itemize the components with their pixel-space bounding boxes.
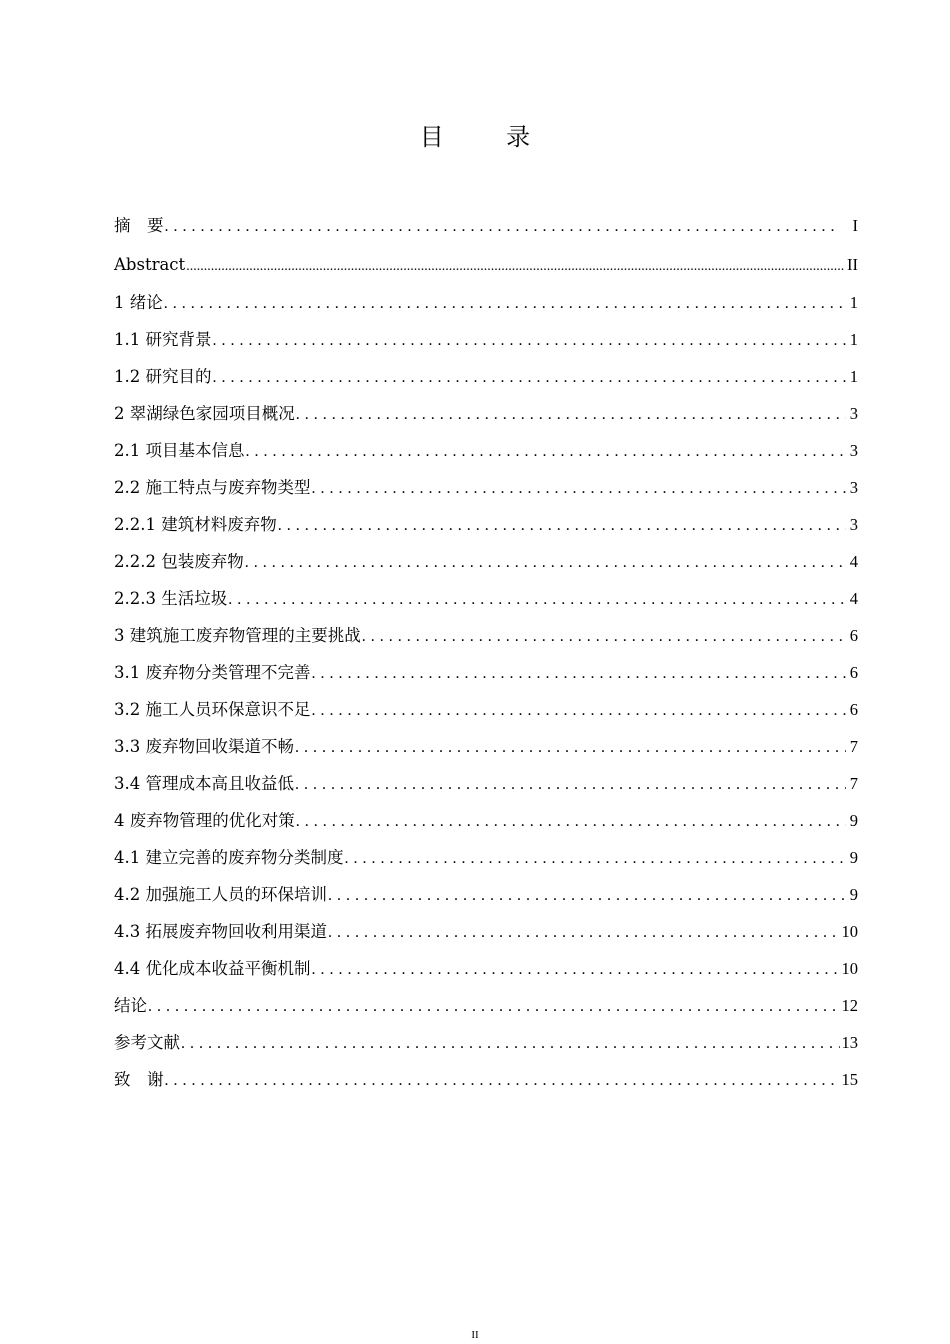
toc-leader-dots [213, 330, 847, 351]
toc-entry-page: 9 [849, 848, 858, 867]
toc-leader-dots [296, 404, 846, 425]
toc-entry-references[interactable] [114, 1033, 858, 1054]
toc-entry-label: 3 建筑施工废弃物管理的主要挑战 [114, 626, 361, 645]
toc-leader-dots [296, 811, 846, 832]
toc-entry-2-2-1[interactable] [114, 515, 858, 536]
toc-entry-page: 7 [849, 774, 858, 793]
toc-entry-label: 1.2 研究目的 [114, 367, 212, 386]
toc-entry-page: 1 [849, 367, 858, 386]
toc-entry-page: 6 [849, 700, 858, 719]
toc-entry-page: 15 [841, 1070, 858, 1089]
toc-entry-label: 3.3 废弃物回收渠道不畅 [114, 737, 294, 756]
toc-entry-page: 1 [849, 330, 858, 349]
toc-entry-page: I [852, 216, 858, 235]
toc-leader-dots [362, 626, 846, 647]
toc-entry-4-1[interactable] [114, 848, 858, 869]
toc-entry-1-1[interactable] [114, 330, 858, 351]
toc-entry-label: 4.3 拓展废弃物回收利用渠道 [114, 922, 327, 941]
toc-entry-label: 2.1 项目基本信息 [114, 441, 245, 460]
toc-leader-dots [278, 515, 846, 536]
toc-entry-page: 4 [849, 552, 858, 571]
toc-leader-dots [148, 996, 840, 1017]
toc-entry-label: 4.1 建立完善的废弃物分类制度 [114, 848, 344, 867]
toc-entry-3-2[interactable] [114, 700, 858, 721]
toc-entry-chapter-3[interactable] [114, 626, 858, 647]
toc-leader-dots [312, 663, 847, 684]
page-title: 目 录 [419, 123, 550, 151]
toc-entry-label: 3.1 废弃物分类管理不完善 [114, 663, 311, 682]
toc-entry-label: 4 废弃物管理的优化对策 [114, 811, 295, 830]
toc-entry-4-2[interactable] [114, 885, 858, 906]
toc-entry-page: 7 [849, 737, 858, 756]
toc-leader-dots [345, 848, 847, 869]
toc-leader-dots [312, 478, 847, 499]
toc-entry-chapter-2[interactable] [114, 404, 858, 425]
toc-leader-dots [186, 255, 845, 277]
toc-entry-label: 结论 [114, 996, 147, 1015]
toc-entry-page: 6 [849, 663, 858, 682]
toc-entry-4-3[interactable] [114, 922, 858, 943]
toc-entry-page: 9 [849, 811, 858, 830]
toc-leader-dots [245, 552, 846, 573]
toc-entry-3-1[interactable] [114, 663, 858, 684]
toc-entry-abstract-en[interactable] [114, 255, 858, 277]
toc-entry-chapter-1[interactable] [114, 293, 858, 314]
toc-entry-2-2-3[interactable] [114, 589, 858, 610]
toc-entry-3-4[interactable] [114, 774, 858, 795]
toc-entry-1-2[interactable] [114, 367, 858, 388]
toc-leader-dots [328, 922, 840, 943]
toc-entry-acknowledgements[interactable] [114, 1070, 858, 1091]
toc-leader-dots [295, 737, 846, 758]
toc-entry-label: 1 绪论 [114, 293, 163, 312]
toc-entry-2-2[interactable] [114, 478, 858, 499]
toc-entry-label: Abstract [114, 255, 186, 274]
toc-leader-dots [312, 700, 847, 721]
toc-entry-chapter-4[interactable] [114, 811, 858, 832]
toc-entry-label: 2.2.1 建筑材料废弃物 [114, 515, 277, 534]
toc-entry-page: 9 [849, 885, 858, 904]
toc-leader-dots [312, 959, 840, 980]
toc-entry-label: 2.2.2 包装废弃物 [114, 552, 244, 571]
toc-entry-label: 摘 要 [114, 216, 164, 235]
toc-entry-page: II [847, 255, 858, 274]
page-number-footer: II [471, 1329, 479, 1341]
toc-entry-3-3[interactable] [114, 737, 858, 758]
toc-entry-page: 6 [849, 626, 858, 645]
toc-entry-conclusion[interactable] [114, 996, 858, 1017]
toc-entry-page: 1 [849, 293, 858, 312]
toc-entry-2-1[interactable] [114, 441, 858, 462]
toc-entry-page: 3 [849, 441, 858, 460]
toc-entry-label: 2.2.3 生活垃圾 [114, 589, 228, 608]
toc-entry-label: 4.4 优化成本收益平衡机制 [114, 959, 311, 978]
toc-leader-dots [213, 367, 847, 388]
toc-entry-label: 2.2 施工特点与废弃物类型 [114, 478, 311, 497]
toc-entry-page: 4 [849, 589, 858, 608]
toc-entry-page: 10 [841, 922, 858, 941]
toc-leader-dots [181, 1033, 840, 1054]
toc-entry-page: 13 [841, 1033, 858, 1052]
toc-entry-page: 10 [841, 959, 858, 978]
toc-entry-page: 3 [849, 404, 858, 423]
toc-entry-4-4[interactable] [114, 959, 858, 980]
table-of-contents [114, 206, 858, 1091]
toc-entry-label: 1.1 研究背景 [114, 330, 212, 349]
toc-entry-label: 参考文献 [114, 1033, 180, 1052]
toc-entry-abstract-cn[interactable] [114, 216, 858, 237]
toc-leader-dots [165, 1070, 840, 1091]
toc-entry-label: 3.2 施工人员环保意识不足 [114, 700, 311, 719]
toc-leader-dots [164, 293, 846, 314]
toc-leader-dots [228, 589, 846, 610]
toc-entry-label: 致 谢 [114, 1070, 164, 1089]
toc-entry-page: 12 [841, 996, 858, 1015]
toc-leader-dots [165, 216, 837, 237]
toc-leader-dots [295, 774, 846, 795]
toc-leader-dots [246, 441, 847, 462]
toc-leader-dots [328, 885, 846, 906]
toc-entry-label: 4.2 加强施工人员的环保培训 [114, 885, 327, 904]
toc-entry-2-2-2[interactable] [114, 552, 858, 573]
toc-entry-label: 2 翠湖绿色家园项目概况 [114, 404, 295, 423]
toc-entry-page: 3 [849, 515, 858, 534]
toc-entry-label: 3.4 管理成本高且收益低 [114, 774, 294, 793]
toc-entry-page: 3 [849, 478, 858, 497]
